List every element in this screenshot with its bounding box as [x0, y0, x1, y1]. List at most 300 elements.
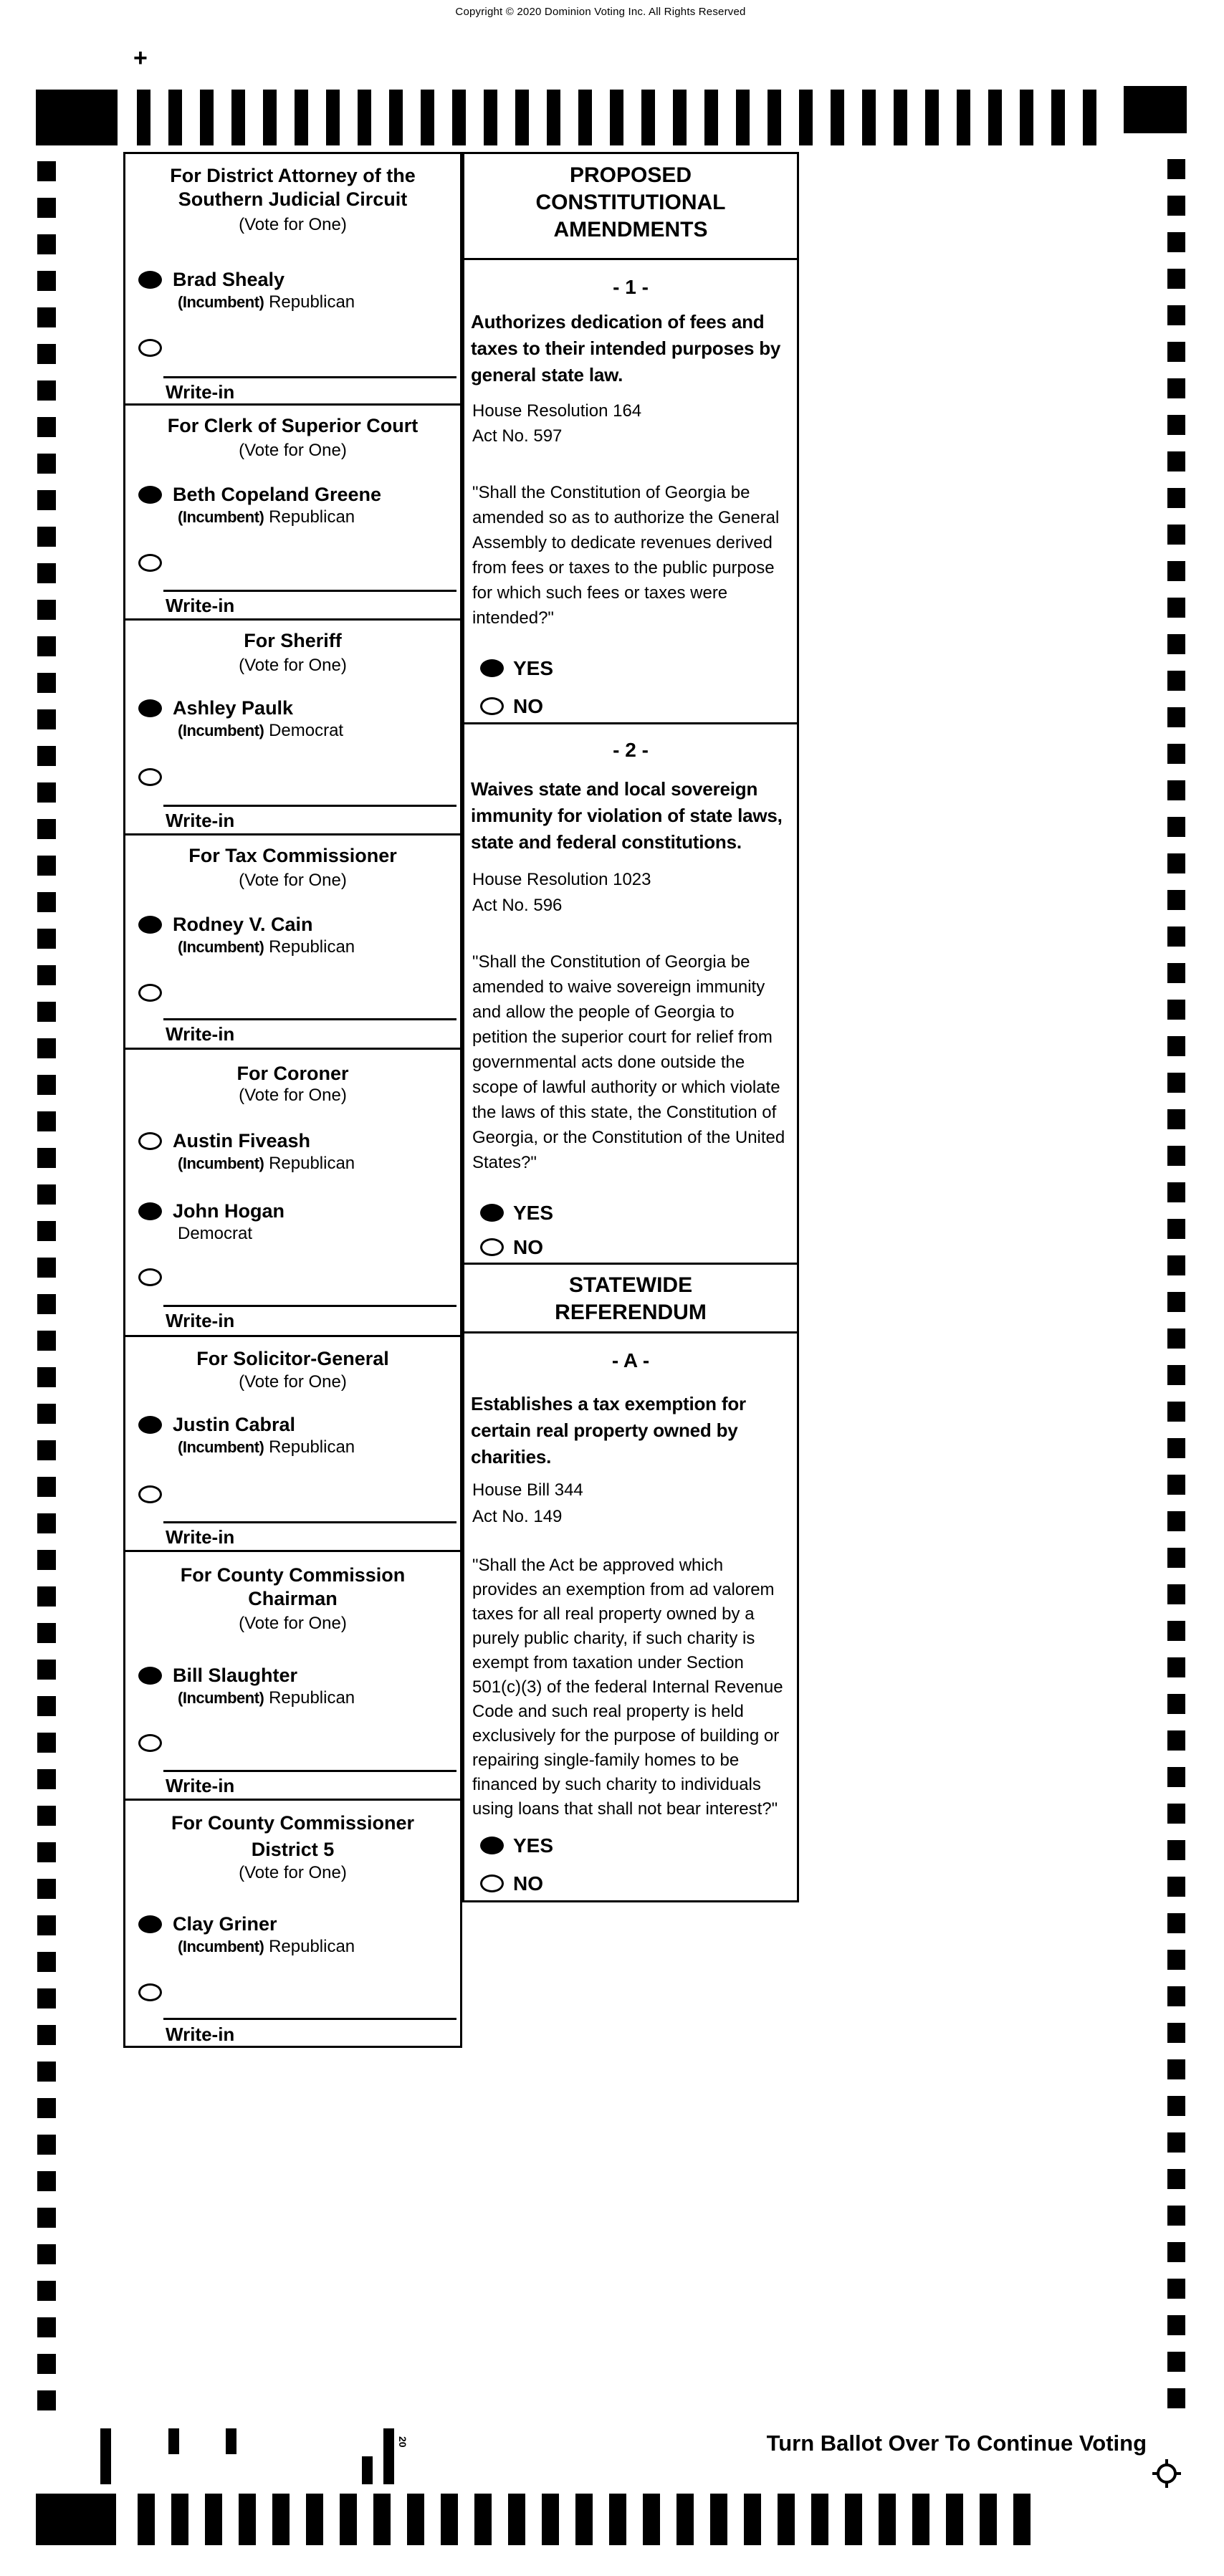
- timing-bar-top: [200, 90, 214, 145]
- timing-bar-bottom: [643, 2494, 660, 2545]
- timing-bar-top: [515, 90, 529, 145]
- timing-square-left: [37, 929, 56, 949]
- timing-square-left: [37, 1111, 56, 1131]
- turn-ballot-over-text: Turn Ballot Over To Continue Voting: [766, 2431, 1147, 2456]
- timing-bar-top: [421, 90, 434, 145]
- timing-square-left: [37, 782, 56, 803]
- timing-square-right: [1167, 2242, 1185, 2262]
- timing-square-left: [37, 636, 56, 656]
- timing-bar-top: [137, 90, 150, 145]
- timing-square-left: [37, 1404, 56, 1424]
- measure-summary: Authorizes dedication of fees and taxes to their intended purposes by general state law.: [471, 311, 781, 386]
- timing-square-right: [1167, 269, 1185, 289]
- party-label: Republican: [269, 507, 355, 527]
- party-label: Republican: [269, 1937, 355, 1956]
- timing-square-left: [37, 1148, 56, 1168]
- timing-square-right: [1167, 1913, 1185, 1933]
- timing-bar-top: [547, 90, 560, 145]
- timing-bar-bottom: [845, 2494, 862, 2545]
- sequence-number: 20: [397, 2436, 408, 2448]
- write-in-oval[interactable]: [138, 1268, 162, 1286]
- timing-square-right: [1167, 1657, 1185, 1677]
- timing-square-left: [37, 380, 56, 401]
- write-in-line[interactable]: [163, 590, 456, 592]
- timing-square-right: [1167, 671, 1185, 691]
- amendments-header: CONSTITUTIONAL: [535, 191, 726, 214]
- incumbent-label: (Incumbent): [178, 508, 264, 526]
- timing-square-left: [37, 271, 56, 291]
- candidate-party: [178, 719, 454, 742]
- timing-square-left: [37, 1769, 56, 1789]
- timing-bar-top: [925, 90, 939, 145]
- timing-bar-bottom: [474, 2494, 492, 2545]
- timing-square-right: [1167, 1986, 1185, 2006]
- timing-bar-bottom: [171, 2494, 188, 2545]
- candidate-name: Justin Cabral: [173, 1414, 296, 1435]
- vote-for-instruction: (Vote for One): [239, 215, 347, 234]
- ballot-code-bar: [362, 2456, 373, 2484]
- candidate-row: [138, 484, 454, 528]
- contest-title: For Clerk of Superior Court: [167, 415, 419, 436]
- write-in-oval[interactable]: [138, 1734, 162, 1752]
- timing-bar-bottom: [744, 2494, 761, 2545]
- contest-box-solicitor-general: [123, 1335, 462, 1552]
- write-in-line[interactable]: [163, 1305, 456, 1307]
- timing-square-left: [37, 2354, 56, 2374]
- fill-oval[interactable]: [138, 1416, 162, 1434]
- timing-square-right: [1167, 1730, 1185, 1751]
- party-label: Republican: [269, 937, 355, 957]
- timing-square-left: [37, 1294, 56, 1314]
- candidate-name: Bill Slaughter: [173, 1665, 298, 1686]
- timing-square-right: [1167, 1146, 1185, 1166]
- timing-square-left: [37, 161, 56, 181]
- timing-square-left: [37, 1586, 56, 1607]
- timing-bar-bottom: [912, 2494, 929, 2545]
- measure-number: - A -: [611, 1349, 650, 1371]
- timing-bar-top: [957, 90, 970, 145]
- candidate-row: [138, 1665, 454, 1709]
- timing-square-left: [37, 1696, 56, 1716]
- candidate-name: Clay Griner: [173, 1913, 277, 1935]
- timing-square-right: [1167, 159, 1185, 179]
- timing-square-right: [1167, 1767, 1185, 1787]
- timing-square-right: [1167, 1438, 1185, 1458]
- timing-square-left: [37, 198, 56, 218]
- timing-square-left: [37, 1660, 56, 1680]
- timing-square-left: [37, 709, 56, 729]
- timing-square-left: [37, 1879, 56, 1899]
- contest-title: District 5: [251, 1839, 335, 1860]
- candidate-party: [178, 1152, 454, 1174]
- write-in-oval[interactable]: [138, 554, 162, 572]
- timing-square-left: [37, 1221, 56, 1241]
- vote-for-instruction: (Vote for One): [239, 1614, 347, 1633]
- timing-square-right: [1167, 963, 1185, 983]
- timing-square-left: [37, 2171, 56, 2191]
- measure-question: "Shall the Constitution of Georgia be amended to waive sovereign immunity and allow the people of Georgia to petition the superior court for relief from governmental acts done outside the scope of lawful authority or which violate the laws of this state, the Constitution of Georgia, or the Constitution of the United States?": [472, 952, 785, 1172]
- ballot-code-bar: [226, 2428, 236, 2454]
- timing-square-left: [37, 2317, 56, 2337]
- ballot-code-bar: [383, 2428, 394, 2484]
- timing-bar-bottom: [508, 2494, 525, 2545]
- contest-box-coroner: [123, 1048, 462, 1337]
- timing-square-left: [37, 1623, 56, 1643]
- measure-summary: Waives state and local sovereign immunity for violation of state laws, state and federal constitutions.: [471, 778, 783, 853]
- timing-square-right: [1167, 2206, 1185, 2226]
- yes-oval[interactable]: [480, 1204, 504, 1222]
- timing-bar-bottom: [272, 2494, 290, 2545]
- vote-for-instruction: (Vote for One): [239, 871, 347, 890]
- timing-square-right: [1167, 707, 1185, 727]
- timing-square-right: [1167, 488, 1185, 508]
- timing-square-right: [1167, 1255, 1185, 1275]
- measure-reference: Act No. 149: [472, 1507, 563, 1526]
- timing-square-right: [1167, 1109, 1185, 1129]
- party-label: Republican: [269, 1154, 355, 1173]
- write-in-oval[interactable]: [138, 339, 162, 357]
- timing-square-right: [1167, 1036, 1185, 1056]
- candidate-party: [178, 1687, 454, 1709]
- contest-title: For Coroner: [236, 1063, 349, 1084]
- timing-bar-bottom: [609, 2494, 626, 2545]
- timing-square-left: [37, 1915, 56, 1935]
- timing-bar-bottom: [778, 2494, 795, 2545]
- candidate-name: Beth Copeland Greene: [173, 484, 382, 505]
- measure-reference: Act No. 596: [472, 896, 563, 915]
- timing-bar-bottom: [542, 2494, 559, 2545]
- incumbent-label: (Incumbent): [178, 1689, 264, 1707]
- party-label: Republican: [269, 1688, 355, 1708]
- contest-title: For County Commissioner: [171, 1812, 415, 1834]
- vote-for-instruction: (Vote for One): [239, 1086, 347, 1105]
- write-in-label: Write-in: [166, 1023, 235, 1045]
- timing-bar-top: [1020, 90, 1033, 145]
- no-row: [480, 1872, 543, 1897]
- write-in-line[interactable]: [163, 1521, 456, 1523]
- timing-square-right: [1167, 1950, 1185, 1970]
- write-in-line[interactable]: [163, 1018, 456, 1020]
- vote-for-instruction: (Vote for One): [239, 1372, 347, 1392]
- timing-square-right: [1167, 2132, 1185, 2153]
- contest-box-tax-commissioner: [123, 833, 462, 1050]
- party-label: Democrat: [178, 1224, 253, 1243]
- candidate-row: [138, 1414, 454, 1458]
- timing-bar-bottom: [811, 2494, 828, 2545]
- timing-square-right: [1167, 1548, 1185, 1568]
- candidate-row: [138, 1913, 454, 1958]
- timing-square-left: [37, 1367, 56, 1387]
- fill-oval[interactable]: [138, 916, 162, 934]
- no-label: NO: [513, 1872, 543, 1895]
- write-in-oval[interactable]: [138, 1485, 162, 1503]
- timing-bar-top: [799, 90, 813, 145]
- timing-block-top-left: [36, 90, 118, 145]
- timing-square-right: [1167, 1292, 1185, 1312]
- timing-bar-top: [736, 90, 750, 145]
- party-label: Republican: [269, 292, 355, 312]
- timing-square-right: [1167, 1402, 1185, 1422]
- measure-reference: House Bill 344: [472, 1480, 583, 1500]
- timing-square-right: [1167, 817, 1185, 837]
- timing-square-left: [37, 746, 56, 766]
- write-in-label: Write-in: [166, 2024, 235, 2045]
- timing-square-left: [37, 892, 56, 912]
- timing-square-left: [37, 1952, 56, 1972]
- vote-for-instruction: (Vote for One): [239, 656, 347, 675]
- write-in-label: Write-in: [166, 1526, 235, 1548]
- write-in-oval[interactable]: [138, 768, 162, 786]
- timing-bar-bottom: [138, 2494, 155, 2545]
- timing-bar-top: [1051, 90, 1065, 145]
- referendum-header-box: [462, 1263, 799, 1334]
- timing-square-right: [1167, 1475, 1185, 1495]
- timing-square-right: [1167, 2352, 1185, 2372]
- candidate-party: [178, 506, 454, 528]
- timing-square-right: [1167, 2315, 1185, 2335]
- timing-square-right: [1167, 196, 1185, 216]
- write-in-line[interactable]: [163, 1770, 456, 1772]
- measure-reference: Act No. 597: [472, 426, 563, 446]
- timing-square-right: [1167, 1182, 1185, 1202]
- registration-target-icon: [1151, 2458, 1182, 2489]
- measure-box-referendum-a: [462, 1331, 799, 1902]
- fill-oval[interactable]: [138, 271, 162, 289]
- timing-bar-bottom: [441, 2494, 458, 2545]
- yes-label: YES: [513, 657, 554, 679]
- timing-square-left: [37, 1733, 56, 1753]
- timing-square-right: [1167, 525, 1185, 545]
- timing-square-right: [1167, 1877, 1185, 1897]
- timing-square-right: [1167, 1511, 1185, 1531]
- timing-bar-top: [768, 90, 781, 145]
- timing-square-right: [1167, 415, 1185, 435]
- incumbent-label: (Incumbent): [178, 722, 264, 739]
- party-label: Republican: [269, 1437, 355, 1457]
- candidate-party: [178, 291, 454, 313]
- timing-bar-bottom: [205, 2494, 222, 2545]
- registration-plus-mark: +: [133, 44, 148, 72]
- write-in-label: Write-in: [166, 381, 235, 403]
- measure-reference: House Resolution 1023: [472, 870, 651, 889]
- ballot-code-bar: [100, 2428, 111, 2484]
- timing-bar-top: [862, 90, 876, 145]
- candidate-name: Austin Fiveash: [173, 1130, 311, 1151]
- candidate-name: Ashley Paulk: [173, 697, 294, 719]
- timing-square-right: [1167, 890, 1185, 910]
- timing-square-left: [37, 1184, 56, 1205]
- incumbent-label: (Incumbent): [178, 293, 264, 311]
- timing-square-right: [1167, 1804, 1185, 1824]
- copyright-text: Copyright © 2020 Dominion Voting Inc. All Rights Reserved: [455, 6, 746, 18]
- no-oval[interactable]: [480, 1874, 504, 1892]
- measure-question: "Shall the Act be approved which provides an exemption from ad valorem taxes for all real property owned by a purely public charity, if such charity is exempt from taxation under Section 501(c)(3) of the federal Internal Revenue Code and such real property is held exclusively for the purpose of building or repairing single-family homes to be financed by such charity to individuals using loans that shall not bear interest?": [472, 1556, 783, 1819]
- timing-bar-top: [894, 90, 907, 145]
- contest-box-district-attorney: [123, 152, 462, 406]
- timing-square-left: [37, 2098, 56, 2118]
- timing-square-right: [1167, 1073, 1185, 1093]
- amendments-header: PROPOSED: [569, 163, 692, 187]
- incumbent-label: (Incumbent): [178, 938, 264, 956]
- candidate-party: [178, 1436, 454, 1458]
- timing-square-right: [1167, 1840, 1185, 1860]
- write-in-oval[interactable]: [138, 1983, 162, 2001]
- fill-oval[interactable]: [138, 1132, 162, 1150]
- timing-bar-bottom: [407, 2494, 424, 2545]
- timing-square-right: [1167, 342, 1185, 362]
- contest-box-commission-chairman: [123, 1550, 462, 1801]
- contest-title: For Tax Commissioner: [188, 845, 397, 866]
- incumbent-label: (Incumbent): [178, 1154, 264, 1172]
- timing-square-right: [1167, 853, 1185, 873]
- referendum-header: STATEWIDE: [568, 1273, 693, 1297]
- fill-oval[interactable]: [138, 486, 162, 504]
- measure-question: "Shall the Constitution of Georgia be amended so as to authorize the General Assembly to dedicate revenues derived from fees or taxes to the public purpose for which such fees or taxes were intended?": [472, 483, 780, 628]
- timing-square-right: [1167, 2096, 1185, 2116]
- contest-title: Chairman: [248, 1588, 338, 1609]
- timing-bar-top: [452, 90, 466, 145]
- yes-row: [480, 657, 553, 681]
- timing-square-left: [37, 1331, 56, 1351]
- timing-square-right: [1167, 1328, 1185, 1349]
- ballot-code-bar: [168, 2428, 179, 2454]
- timing-square-left: [37, 673, 56, 693]
- timing-bar-top: [263, 90, 277, 145]
- timing-bar-top: [704, 90, 718, 145]
- timing-bar-bottom: [980, 2494, 997, 2545]
- timing-square-right: [1167, 378, 1185, 398]
- timing-bar-bottom: [710, 2494, 727, 2545]
- candidate-party: [178, 1935, 454, 1958]
- measure-number: - 2 -: [613, 739, 649, 761]
- no-row: [480, 695, 543, 719]
- timing-square-right: [1167, 2023, 1185, 2043]
- referendum-header: REFERENDUM: [555, 1301, 707, 1324]
- party-label: Democrat: [269, 721, 344, 740]
- contest-title: For Solicitor-General: [196, 1348, 389, 1369]
- timing-bar-bottom: [1013, 2494, 1031, 2545]
- timing-square-left: [37, 563, 56, 583]
- timing-bar-top: [831, 90, 844, 145]
- timing-bar-bottom: [676, 2494, 694, 2545]
- vote-for-instruction: (Vote for One): [239, 441, 347, 460]
- timing-square-left: [37, 1440, 56, 1460]
- timing-bar-bottom: [373, 2494, 391, 2545]
- write-in-label: Write-in: [166, 1775, 235, 1796]
- no-label: NO: [513, 695, 543, 717]
- timing-square-left: [37, 1806, 56, 1826]
- timing-bar-top: [389, 90, 403, 145]
- contest-title: Southern Judicial Circuit: [178, 188, 408, 210]
- timing-square-left: [37, 2208, 56, 2228]
- timing-square-right: [1167, 1365, 1185, 1385]
- timing-square-right: [1167, 598, 1185, 618]
- timing-square-left: [37, 1513, 56, 1533]
- contest-title: For County Commission: [180, 1564, 406, 1586]
- write-in-label: Write-in: [166, 810, 235, 831]
- measure-box-amendment-1: [462, 258, 799, 724]
- candidate-row: [138, 1130, 454, 1174]
- incumbent-label: (Incumbent): [178, 1938, 264, 1955]
- contest-box-clerk-superior-court: [123, 403, 462, 621]
- no-row: [480, 1236, 543, 1260]
- yes-oval[interactable]: [480, 1837, 504, 1854]
- timing-square-left: [37, 2062, 56, 2082]
- timing-square-left: [37, 819, 56, 839]
- candidate-name: Rodney V. Cain: [173, 914, 313, 935]
- timing-square-left: [37, 1258, 56, 1278]
- timing-square-right: [1167, 2169, 1185, 2189]
- timing-square-left: [37, 344, 56, 364]
- timing-square-left: [37, 307, 56, 327]
- timing-square-right: [1167, 1621, 1185, 1641]
- timing-square-right: [1167, 2388, 1185, 2408]
- timing-square-left: [37, 234, 56, 254]
- timing-square-right: [1167, 634, 1185, 654]
- no-oval[interactable]: [480, 1238, 504, 1256]
- fill-oval[interactable]: [138, 699, 162, 717]
- vote-for-instruction: (Vote for One): [239, 1863, 347, 1882]
- fill-oval[interactable]: [138, 1667, 162, 1685]
- amendments-header: AMENDMENTS: [553, 218, 708, 241]
- timing-square-left: [37, 2135, 56, 2155]
- timing-square-right: [1167, 744, 1185, 764]
- amendments-header-box: [462, 152, 799, 260]
- timing-square-left: [37, 856, 56, 876]
- timing-square-right: [1167, 1000, 1185, 1020]
- timing-bar-top: [1083, 90, 1096, 145]
- write-in-label: Write-in: [166, 1310, 235, 1331]
- timing-bar-bottom: [946, 2494, 963, 2545]
- timing-square-left: [37, 1002, 56, 1022]
- timing-square-left: [37, 1550, 56, 1570]
- timing-square-left: [37, 600, 56, 620]
- candidate-row: [138, 269, 454, 313]
- write-in-line[interactable]: [163, 805, 456, 807]
- yes-label: YES: [513, 1202, 554, 1224]
- candidate-row: [138, 914, 454, 958]
- candidate-name: Brad Shealy: [173, 269, 285, 290]
- timing-bar-bottom: [879, 2494, 896, 2545]
- timing-square-right: [1167, 1219, 1185, 1239]
- timing-square-left: [37, 2025, 56, 2045]
- timing-square-left: [37, 454, 56, 474]
- timing-bar-top: [641, 90, 655, 145]
- no-oval[interactable]: [480, 697, 504, 715]
- timing-bar-bottom: [239, 2494, 256, 2545]
- timing-square-left: [37, 1038, 56, 1058]
- yes-oval[interactable]: [480, 659, 504, 677]
- contest-title: For District Attorney of the: [170, 165, 416, 186]
- write-in-line[interactable]: [163, 2018, 456, 2020]
- timing-bar-bottom: [306, 2494, 323, 2545]
- no-label: NO: [513, 1236, 543, 1258]
- fill-oval[interactable]: [138, 1202, 162, 1220]
- timing-square-left: [37, 2390, 56, 2410]
- candidate-party: [178, 936, 454, 958]
- timing-square-left: [37, 1477, 56, 1497]
- candidate-row: [138, 1200, 454, 1245]
- timing-square-left: [37, 1075, 56, 1095]
- timing-bar-top: [358, 90, 371, 145]
- measure-box-amendment-2: [462, 722, 799, 1265]
- timing-square-left: [37, 527, 56, 547]
- timing-square-left: [37, 1842, 56, 1862]
- write-in-line[interactable]: [163, 376, 456, 378]
- write-in-oval[interactable]: [138, 984, 162, 1002]
- fill-oval[interactable]: [138, 1915, 162, 1933]
- timing-block-top-right: [1124, 86, 1187, 133]
